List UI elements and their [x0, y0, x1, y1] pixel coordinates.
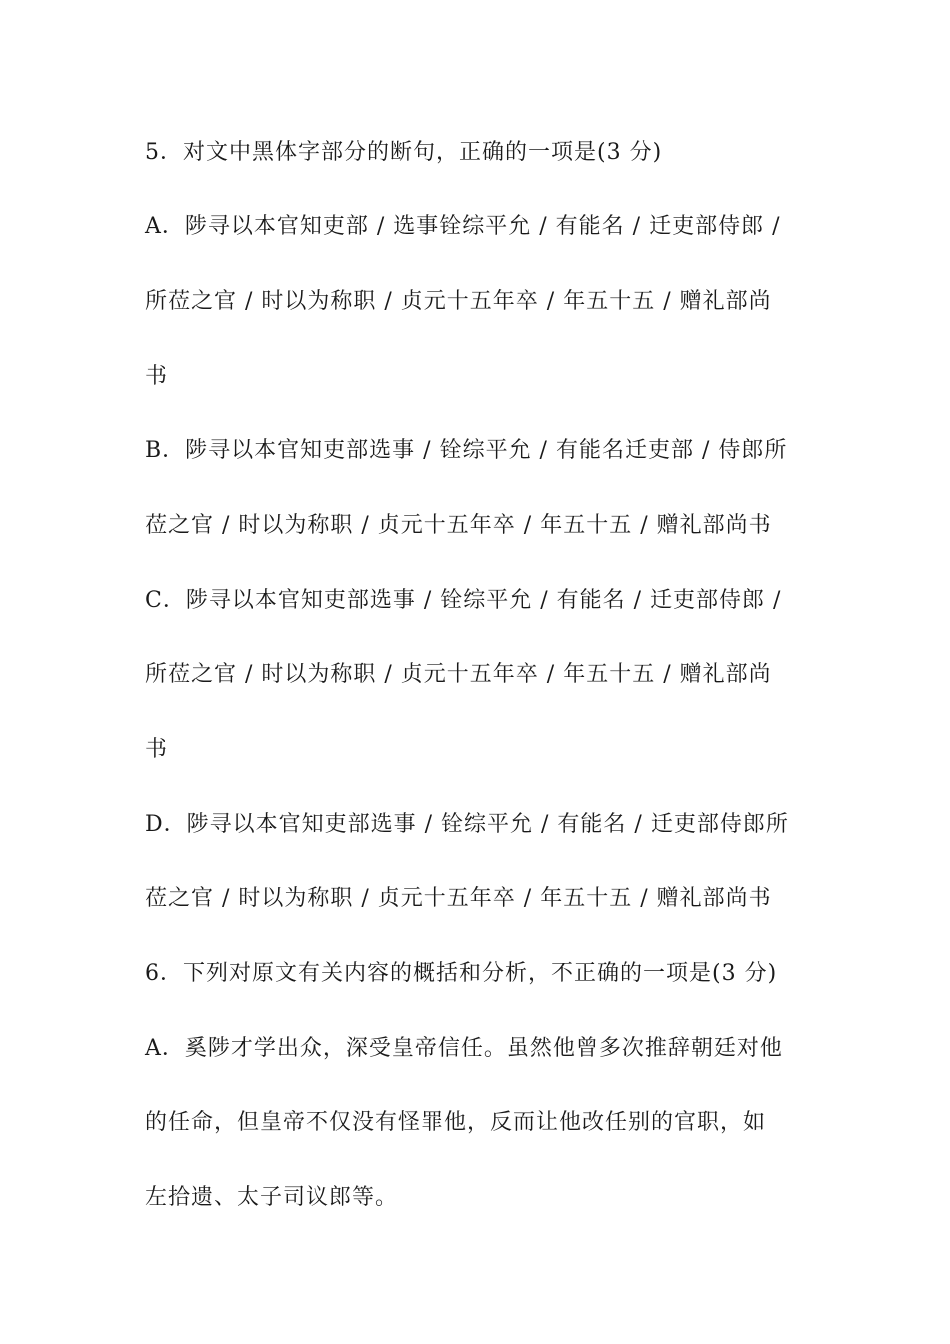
q5-option-d-line-2: 莅之官 / 时以为称职 / 贞元十五年卒 / 年五十五 / 赠礼部尚书: [145, 886, 772, 911]
q5-option-b-line-2: 莅之官 / 时以为称职 / 贞元十五年卒 / 年五十五 / 赠礼部尚书: [145, 513, 772, 538]
q6-option-a-line-2: 的任命，但皇帝不仅没有怪罪他，反而让他改任别的官职，如: [145, 1110, 767, 1135]
q5-option-a-line-1: A．陟寻以本官知吏部 / 选事铨综平允 / 有能名 / 迁吏部侍郎 /: [145, 214, 781, 239]
q6-option-a-line-3: 左拾遗、太子司议郎等。: [145, 1185, 399, 1210]
question-6-stem: 6．下列对原文有关内容的概括和分析，不正确的一项是(3 分): [145, 961, 778, 986]
q5-option-a-line-3: 书: [145, 364, 169, 389]
q6-option-a-line-1: A．奚陟才学出众，深受皇帝信任。虽然他曾多次推辞朝廷对他: [145, 1036, 783, 1061]
q5-option-a-line-2: 所莅之官 / 时以为称职 / 贞元十五年卒 / 年五十五 / 赠礼部尚: [145, 289, 772, 314]
q5-option-d-line-1: D．陟寻以本官知吏部选事 / 铨综平允 / 有能名 / 迁吏部侍郎所: [145, 812, 789, 837]
q5-option-c-line-1: C．陟寻以本官知吏部选事 / 铨综平允 / 有能名 / 迁吏部侍郎 /: [145, 588, 782, 613]
q5-option-c-line-3: 书: [145, 737, 169, 762]
question-5-stem: 5．对文中黑体字部分的断句，正确的一项是(3 分): [145, 140, 663, 165]
q5-option-b-line-1: B．陟寻以本官知吏部选事 / 铨综平允 / 有能名迁吏部 / 侍郎所: [145, 438, 788, 463]
q5-option-c-line-2: 所莅之官 / 时以为称职 / 贞元十五年卒 / 年五十五 / 赠礼部尚: [145, 662, 772, 687]
